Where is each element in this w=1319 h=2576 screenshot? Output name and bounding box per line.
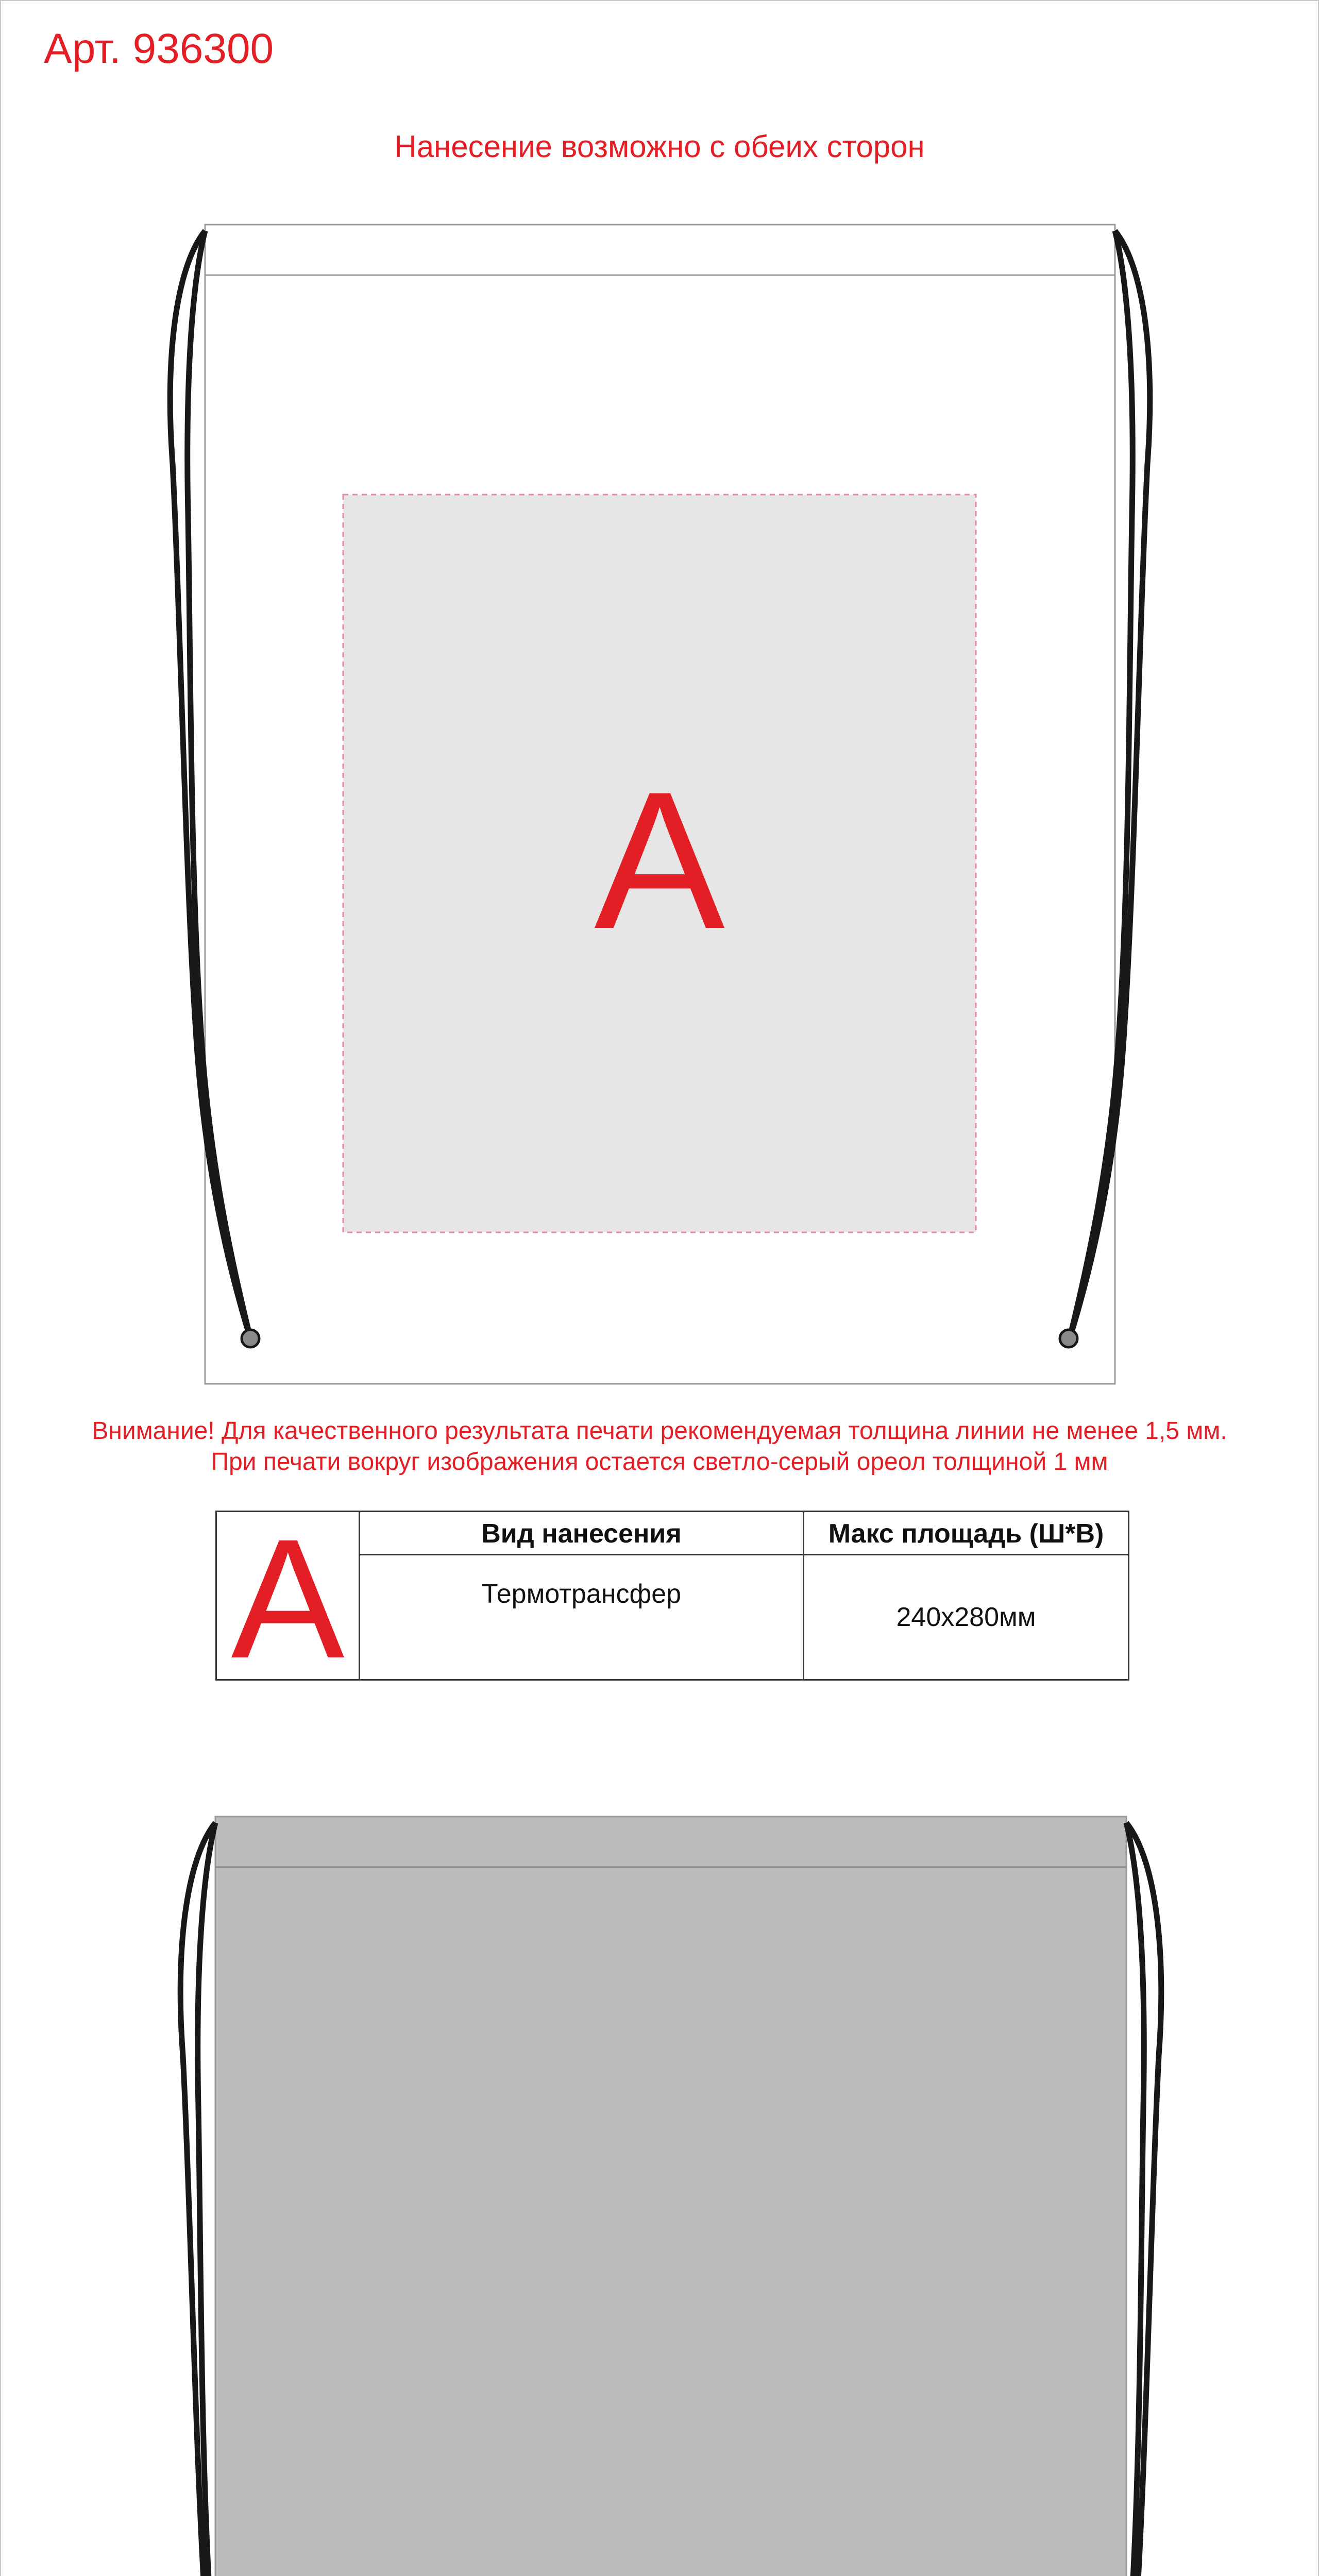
print-zone-marker: A — [594, 751, 725, 970]
table-header-method: Вид нанесения — [360, 1512, 804, 1555]
gray-bag-body — [215, 1817, 1126, 2576]
print-notice — [0, 1416, 1319, 1478]
print-sides-note: Нанесение возможно с обеих сторон — [394, 129, 925, 164]
table-marker-cell — [217, 1503, 360, 1693]
table-cell-method: Термотрансфер — [360, 1555, 804, 1679]
table-header-area: Макс площадь (Ш*В) — [804, 1512, 1128, 1555]
notice-line-1: Внимание! Для качественного результата печати рекомендуемая толщина линии не менее 1,5 мм. — [92, 1417, 1227, 1445]
print-spec-table — [215, 1503, 1129, 1693]
table-marker: A — [231, 1503, 345, 1693]
gray-bag — [180, 1817, 1161, 2576]
table-cell-area: 240х280мм — [896, 1602, 1036, 1632]
white-bag-right-grommet — [1060, 1330, 1077, 1347]
notice-line-2: При печати вокруг изображения остается светло-серый ореол толщиной 1 мм — [211, 1448, 1108, 1476]
white-bag-left-grommet — [242, 1330, 259, 1347]
article-number: Арт. 936300 — [44, 25, 274, 72]
